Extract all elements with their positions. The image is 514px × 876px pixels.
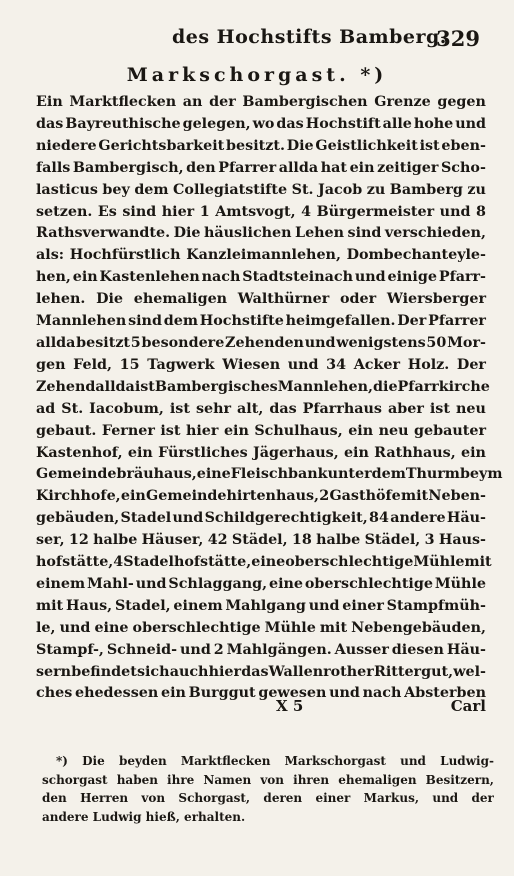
page-number: 329 [436, 26, 480, 51]
text-line: Ein Marktflecken an der Bambergischen Grenze gegen [36, 94, 486, 110]
text-line: Kastenhof, ein Fürstliches Jägerhaus, ein Rathhaus, ein [36, 444, 486, 461]
text-line: Kirchhofe, ein Gemeindehirtenhaus, 2 Gasthöfe mit Neben- [36, 488, 486, 505]
page-header [42, 20, 480, 60]
text-line: gen Feld, 15 Tagwerk Wiesen und 34 Acker Holz. Der [36, 356, 486, 373]
text-line: Zehend allda ist Bambergisches Mannlehen, die Pfarrkirche [36, 378, 490, 395]
text-line: lasticus bey dem Collegiatstifte St. Jacob zu Bamberg zu [36, 181, 486, 198]
footnote [42, 752, 494, 826]
text-line: mit Haus, Stadel, einem Mahlgang und einer Stampfmüh- [36, 597, 486, 614]
text-line: falls Bambergisch, den Pfarrer allda hat ein zeitiger Scho- [36, 159, 486, 176]
text-line: gebaut. Ferner ist hier ein Schulhaus, ein neu gebauter [36, 422, 486, 439]
text-line: Rathsverwandte. Die häuslichen Lehen sind verschieden, [36, 225, 486, 242]
text-line: Mannlehen sind dem Hochstifte heimgefallen. Der Pfarrer [36, 313, 486, 330]
footnote-line: andere Ludwig hieß, erhalten. [42, 809, 246, 824]
text-line: allda besitzt 5 besondere Zehenden und wenigstens 50 Mor- [36, 334, 486, 351]
text-line: das Bayreuthische gelegen, wo das Hochstift alle hohe und [36, 115, 486, 132]
signature-line [36, 697, 486, 721]
catchword: Carl [450, 697, 486, 715]
text-line: ad St. Iacobum, ist sehr alt, das Pfarrhaus aber ist neu [36, 400, 486, 417]
text-line: als: Hochfürstlich Kanzleimannlehen, Dombechanteyle- [36, 247, 486, 264]
text-line: einem Mahl- und Schlaggang, eine oberschlechtige Mühle [36, 575, 486, 592]
running-title: des Hochstifts Bamberg. [172, 26, 447, 48]
text-line: le, und eine oberschlechtige Mühle mit Nebengebäuden, [36, 619, 486, 636]
text-line: gebäuden, Stadel und Schildgerechtigkeit, 84 andere Häu- [36, 510, 486, 527]
text-line: setzen. Es sind hier 1 Amtsvogt, 4 Bürgermeister und 8 [36, 203, 486, 220]
signature-mark: X 5 [276, 697, 304, 715]
footnote-line: *) Die beyden Marktflecken Markschorgast und Ludwig- [56, 754, 494, 768]
text-line: lehen. Die ehemaligen Walthürner oder Wiersberger [36, 291, 486, 308]
text-line: hofstätte, 4 Stadelhofstätte, eine oberschlechtige Mühle mit [36, 554, 492, 571]
section-heading: Markschorgast. *) [126, 64, 388, 86]
text-line: Gemeindebräuhaus, eine Fleischbank unter dem Thurm beym [36, 466, 503, 483]
text-line: niedere Gerichtsbarkeit besitzt. Die Geistlichkeit ist eben- [36, 137, 486, 154]
footnote-line: den Herren von Schorgast, deren einer Markus, und der [42, 791, 494, 805]
footnote-line: schorgast haben ihre Namen von ihren ehemaligen Besitzern, [42, 772, 494, 787]
body-text [36, 92, 503, 705]
text-line: Stampf-, Schneid- und 2 Mahlgängen. Ausser diesen Häu- [36, 641, 486, 658]
text-line: ser, 12 halbe Häuser, 42 Städel, 18 halbe Städel, 3 Haus- [36, 532, 486, 549]
text-line: hen, ein Kastenlehen nach Stadtsteinach und einige Pfarr- [36, 269, 486, 286]
text-line: ches ehedessen ein Burggut gewesen und nach Absterben [36, 685, 486, 702]
text-line: sern befindet sich auch hier das Wallenrother Rittergut, wel- [36, 663, 486, 680]
